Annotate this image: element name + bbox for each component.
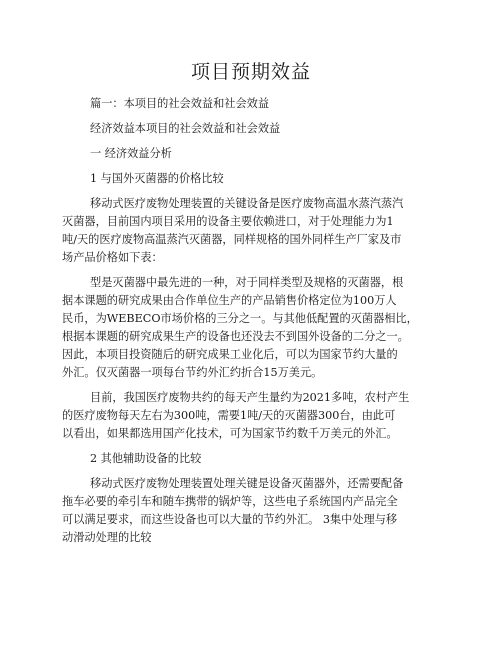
paragraph-line: 因此，本项目投资随后的研究成果工业化后，可以为国家节约大量的 bbox=[62, 348, 398, 361]
subsection-heading: 1 与国外灭菌器的价格比较 bbox=[90, 172, 224, 185]
document-title: 项目预期效益 bbox=[190, 61, 311, 83]
paragraph-line: 的医疗废物每天左右为300吨，需要1吨/天的灭菌器300台，由此可 bbox=[62, 409, 396, 422]
paragraph-line: 外汇。仅灭菌器一项每台节约外汇约折合15万美元。 bbox=[62, 366, 323, 379]
paragraph-line: 移动式医疗废物处理装置处理关键是设备灭菌器外，还需要配备 bbox=[90, 477, 404, 490]
paragraph-line: 以看出，如果都选用国产化技术，可为国家节约数千万美元的外汇。 bbox=[62, 427, 398, 440]
paragraph-line: 灭菌器，目前国内项目采用的设备主要依赖进口，对于处理能力为1 bbox=[62, 215, 394, 228]
paragraph-line: 民币，为WEBECO市场价格的三分之一。与其他低配置的灭菌器相比， bbox=[62, 312, 418, 325]
paragraph-line: 经济效益本项目的社会效益和社会效益 bbox=[90, 122, 281, 135]
paragraph-line: 吨/天的医疗废物高温蒸汽灭菌器，同样规格的国外同样生产厂家及市 bbox=[62, 233, 402, 246]
paragraph-line: 根据本课题的研究成果生产的设备也还没去不到国外设备的二分之一。 bbox=[62, 330, 409, 343]
section-heading: 一 经济效益分析 bbox=[90, 147, 172, 160]
paragraph-line: 可以满足要求，而这些设备也可以大量的节约外汇。 3集中处理与移 bbox=[62, 513, 398, 526]
paragraph-line: 场产品价格如下表： bbox=[62, 251, 163, 264]
paragraph-line: 拖车必要的牵引车和随车携带的锅炉等，这些电子系统国内产品完全 bbox=[62, 495, 398, 508]
paragraph-line: 据本课题的研究成果由合作单位生产的产品销售价格定位为100万人 bbox=[62, 294, 397, 307]
paragraph-line: 型是灭菌器中最先进的一种，对于同样类型及规格的灭菌器，根 bbox=[90, 276, 404, 289]
paragraph-line: 移动式医疗废物处理装置的关键设备是医疗废物高温水蒸汽蒸汽 bbox=[90, 197, 404, 210]
paragraph-line: 目前，我国医疗废物共约的每天产生量约为2021多吨，农村产生 bbox=[90, 391, 410, 404]
paragraph-line: 篇一：本项目的社会效益和社会效益 bbox=[90, 97, 270, 110]
paragraph-line: 动滑动处理的比较 bbox=[62, 531, 152, 544]
subsection-heading: 2 其他辅助设备的比较 bbox=[90, 452, 202, 465]
